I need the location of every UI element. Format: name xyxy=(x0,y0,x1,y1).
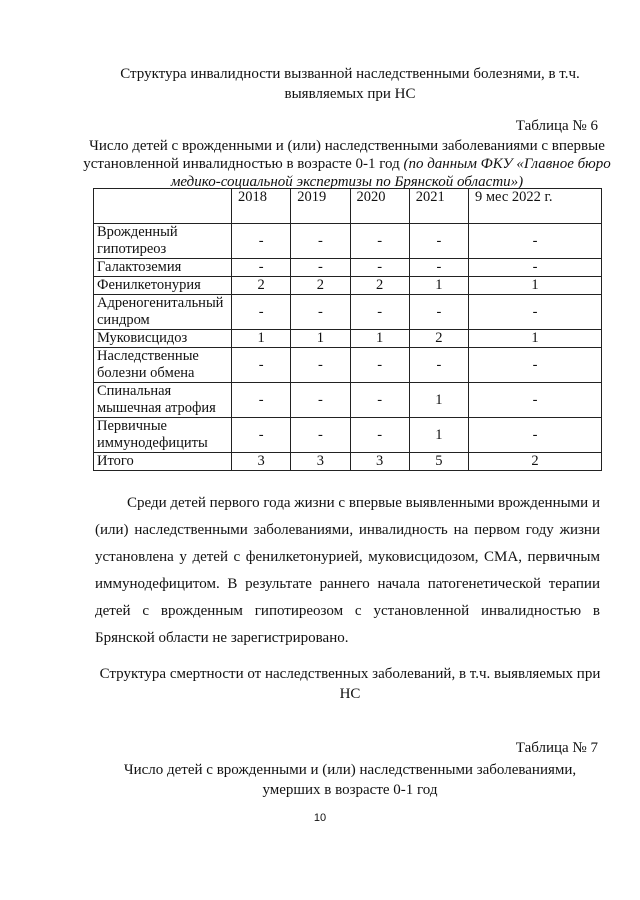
table-6-body xyxy=(94,189,602,471)
value-cell: - xyxy=(469,418,602,453)
table-row xyxy=(94,330,602,348)
table-row xyxy=(94,383,602,418)
row-label: Итого xyxy=(94,453,232,471)
value-cell: 1 xyxy=(409,277,468,295)
value-cell: - xyxy=(409,224,468,259)
table-row xyxy=(94,348,602,383)
value-cell: 1 xyxy=(469,330,602,348)
value-cell: 1 xyxy=(409,418,468,453)
table-6-caption-text: Число детей с врожденными и (или) наследственными заболеваниями с впервые установленной инвалидностью в возрасте 0-1 год xyxy=(83,138,605,172)
value-cell: - xyxy=(291,259,350,277)
header-cell-year: 2019 xyxy=(291,189,350,224)
table-7-caption: Число детей с врожденными и (или) наследственными заболеваниями, умерших в возрасте 0-1 год xyxy=(123,762,577,798)
value-cell: 1 xyxy=(350,330,409,348)
value-cell: 2 xyxy=(350,277,409,295)
row-label: Первичные иммунодефициты xyxy=(94,418,232,453)
value-cell: - xyxy=(350,418,409,453)
value-cell: - xyxy=(350,383,409,418)
value-cell: 1 xyxy=(232,330,291,348)
value-cell: 2 xyxy=(469,453,602,471)
header-cell-year: 2021 xyxy=(409,189,468,224)
value-cell: - xyxy=(350,259,409,277)
value-cell: 2 xyxy=(232,277,291,295)
table-row xyxy=(94,224,602,259)
row-label: Врожденный гипотиреоз xyxy=(94,224,232,259)
section-heading-mortality: Структура смертности от наследственных заболеваний, в т.ч. выявляемых при НС xyxy=(99,666,601,702)
value-cell: 2 xyxy=(291,277,350,295)
row-label: Галактоземия xyxy=(94,259,232,277)
paragraph-text: Среди детей первого года жизни с впервые выявленными врожденными и (или) наследственными заболеваниями, инвалидность на первом году жизни установлена у детей с фенилкетонурией, муковисцидозом, СМА, первичным иммунодефицитом. В результате раннего начала патогенетической терапии детей с врожденным гипотиреозом с установленной инвалидностью в Брянской области не зарегистрировано. xyxy=(95,495,600,646)
row-label: Муковисцидоз xyxy=(94,330,232,348)
header-cell-year: 9 мес 2022 г. xyxy=(469,189,602,224)
value-cell: - xyxy=(291,418,350,453)
header-cell-year: 2018 xyxy=(232,189,291,224)
value-cell: - xyxy=(469,224,602,259)
value-cell: - xyxy=(232,383,291,418)
body-paragraph xyxy=(95,490,600,652)
value-cell: - xyxy=(232,224,291,259)
section-heading-disability: Структура инвалидности вызванной наследственными болезнями, в т.ч. выявляемых при НС xyxy=(120,66,580,102)
table-row xyxy=(94,453,602,471)
value-cell: - xyxy=(232,259,291,277)
value-cell: - xyxy=(291,295,350,330)
value-cell: - xyxy=(350,295,409,330)
value-cell: - xyxy=(232,295,291,330)
row-label: Наследственные болезни обмена xyxy=(94,348,232,383)
header-cell-year: 2020 xyxy=(350,189,409,224)
value-cell: - xyxy=(291,348,350,383)
table-7-label: Таблица № 7 xyxy=(515,740,598,756)
value-cell: 1 xyxy=(291,330,350,348)
value-cell: - xyxy=(409,295,468,330)
table-row xyxy=(94,259,602,277)
value-cell: - xyxy=(409,259,468,277)
value-cell: 2 xyxy=(409,330,468,348)
value-cell: 3 xyxy=(291,453,350,471)
value-cell: - xyxy=(469,383,602,418)
value-cell: 3 xyxy=(232,453,291,471)
value-cell: - xyxy=(291,224,350,259)
value-cell: - xyxy=(350,348,409,383)
table-6-caption-source: (по данным ФКУ «Главное бюро медико-социальной экспертизы по Брянской области») xyxy=(170,156,611,190)
value-cell: - xyxy=(291,383,350,418)
table-header-row xyxy=(94,189,602,224)
table-6-label: Таблица № 6 xyxy=(515,118,598,134)
value-cell: 5 xyxy=(409,453,468,471)
value-cell: - xyxy=(232,418,291,453)
row-label: Спинальная мышечная атрофия xyxy=(94,383,232,418)
table-6 xyxy=(93,188,602,471)
table-row xyxy=(94,295,602,330)
value-cell: 3 xyxy=(350,453,409,471)
table-row xyxy=(94,418,602,453)
table-row xyxy=(94,277,602,295)
value-cell: - xyxy=(232,348,291,383)
value-cell: - xyxy=(409,348,468,383)
row-label: Адреногенитальный синдром xyxy=(94,295,232,330)
value-cell: - xyxy=(350,224,409,259)
table-6-caption xyxy=(82,137,612,191)
value-cell: - xyxy=(469,295,602,330)
value-cell: 1 xyxy=(409,383,468,418)
row-label: Фенилкетонурия xyxy=(94,277,232,295)
page-number: 10 xyxy=(313,812,327,824)
header-cell-empty xyxy=(94,189,232,224)
value-cell: - xyxy=(469,348,602,383)
value-cell: 1 xyxy=(469,277,602,295)
value-cell: - xyxy=(469,259,602,277)
